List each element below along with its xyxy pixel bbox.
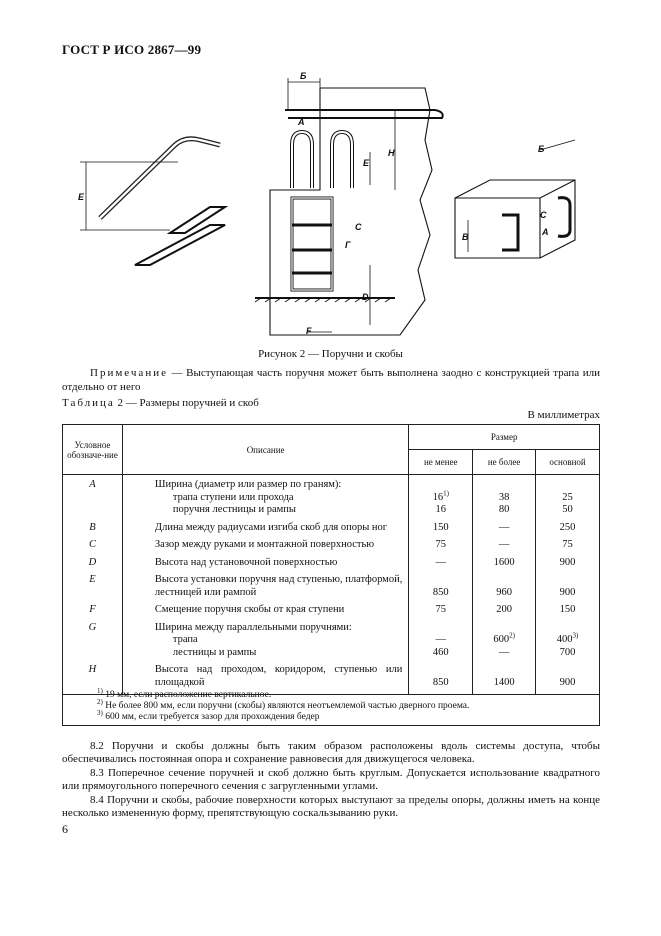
row-max (473, 574, 536, 604)
figure-label: Е (78, 192, 85, 202)
row-min: 75 (409, 539, 473, 557)
footnote (97, 686, 599, 701)
row-base (536, 622, 600, 665)
dimensions-table (62, 424, 600, 695)
footnote-mark: 1) (443, 489, 449, 497)
row-desc-text: Ширина между параллельными поручнями: (154, 621, 352, 633)
table-row (63, 539, 600, 557)
cell-value: 38 (498, 491, 510, 503)
handrail-figure (70, 70, 610, 340)
row-description: Высота над установочной поверхностью (122, 557, 408, 575)
footnote (97, 697, 599, 712)
row-description: Зазор между руками и монтажной поверхностью (122, 539, 408, 557)
row-base: 150 (536, 604, 600, 622)
footnote-text: Не более 800 мм, если поручни (скобы) являются неотъемлемой частью дверного проема. (102, 701, 470, 711)
row-min: 75 (409, 604, 473, 622)
row-base: 250 (536, 522, 600, 540)
cell-value: 460 (432, 646, 449, 658)
footnote-text: 19 мм, если расположение вертикальное. (102, 690, 272, 700)
cell-value: — (435, 634, 446, 645)
table-row (63, 574, 600, 604)
row-desc-sub: трапа (172, 634, 198, 645)
left-handrail-sketch (80, 139, 225, 265)
row-max: — (473, 522, 536, 540)
footnote-mark: 2) (97, 697, 103, 706)
row-description (122, 622, 408, 665)
figure-label: D (362, 292, 369, 302)
figure-caption: Рисунок 2 — Поручни и скобы (258, 348, 403, 360)
table-row (63, 622, 600, 665)
row-min: — (409, 557, 473, 575)
table-footnotes (62, 688, 600, 726)
figure-label: С (540, 210, 547, 220)
figure-label: Н (388, 148, 395, 158)
footnote (97, 708, 599, 723)
cell-value: 25 (562, 491, 573, 503)
row-desc-sub: трапа ступени или прохода (172, 491, 294, 503)
footnote-mark: 2) (509, 631, 515, 640)
row-base: 900 (536, 557, 600, 575)
col-header-min: не менее (409, 450, 473, 475)
figure-label: Е (363, 158, 370, 168)
paragraph-8-4: 8.4 Поручни и скобы, рабочие поверхности которых выступают за пределы опоры, должны иметь на конце несколько измененную форму, препятствующую соскальзыванию руки. (62, 794, 600, 820)
cell-value: 1400 (493, 676, 515, 688)
cell-value: 16 (435, 504, 446, 515)
note-text: — Выступающая часть поручня может быть выполнена заодно с конструкцией трапа или отдельно от него (62, 367, 600, 393)
row-desc-sub: поручня лестницы и рампы (172, 504, 296, 515)
row-symbol: D (63, 557, 123, 575)
table-title-text: 2 — Размеры поручней и скоб (114, 397, 259, 409)
row-min: 150 (409, 522, 473, 540)
table-row (63, 557, 600, 575)
figure-label: F (306, 326, 312, 336)
figure-label: В (462, 232, 469, 242)
figure-label: С (355, 222, 362, 232)
cell-value: 700 (559, 646, 576, 658)
figure-note (62, 367, 600, 394)
cell-value: 16 (432, 491, 444, 503)
figure-label: Б (538, 144, 545, 154)
figure-label: А (298, 117, 305, 127)
right-block-sketch (455, 140, 575, 258)
row-symbol: A (63, 475, 123, 522)
row-symbol: E (63, 574, 123, 604)
row-min (409, 475, 473, 522)
cell-value: 900 (559, 676, 576, 688)
col-header-symbol: Условное обозначе-ние (63, 425, 123, 475)
table-row (63, 522, 600, 540)
row-symbol: C (63, 539, 123, 557)
row-description (122, 475, 408, 522)
figure-label: Г (345, 240, 351, 250)
cell-value: — (498, 646, 510, 658)
cell-value: 900 (559, 586, 576, 598)
row-description: Высота над проходом, коридором, ступенью или площадкой (122, 664, 408, 695)
row-symbol: H (63, 664, 123, 695)
col-header-max: не более (473, 450, 536, 475)
row-max: 1600 (473, 557, 536, 575)
paragraph-8-2: 8.2 Поручни и скобы должны быть таким образом расположены вдоль системы доступа, чтобы обеспечивались постоянная опора и сохранение равновесия для движущегося человека. (62, 740, 600, 766)
middle-ladder-sketch (255, 78, 443, 335)
row-min (409, 574, 473, 604)
footnote-mark: 1) (97, 686, 103, 695)
cell-value: 600 (493, 634, 510, 645)
cell-value: 80 (498, 504, 510, 515)
cell-value: 850 (432, 586, 449, 598)
row-max: 200 (473, 604, 536, 622)
col-header-base: основной (536, 450, 600, 475)
row-description: Длина между радиусами изгиба скоб для опоры ног (122, 522, 408, 540)
row-min (409, 622, 473, 665)
row-base (536, 574, 600, 604)
table-title-label: Таблица (62, 397, 115, 409)
page-number: 6 (62, 822, 68, 836)
row-symbol: F (63, 604, 123, 622)
units-label: В миллиметрах (527, 409, 600, 421)
footnote-mark: 3) (97, 708, 103, 717)
row-desc-text: Ширина (диаметр или размер по граням): (154, 479, 342, 490)
note-label: Примечание (90, 367, 168, 379)
cell-value: 850 (432, 676, 449, 688)
paragraph-8-3: 8.3 Поперечное сечение поручней и скоб должно быть круглым. Допускается использование квадратного или прямоугольного поперечного сечения с загругленными углами. (62, 767, 600, 793)
row-max (473, 475, 536, 522)
row-description: Смещение поручня скобы от края ступени (122, 604, 408, 622)
row-max (473, 622, 536, 665)
table-row (63, 604, 600, 622)
figure-label: А (542, 227, 549, 237)
document-header: ГОСТ Р ИСО 2867—99 (62, 42, 202, 57)
col-header-size: Размер (409, 425, 600, 450)
table-title (62, 397, 259, 409)
row-description: Высота установки поручня над ступенью, платформой, лестницей или рампой (122, 574, 408, 604)
cell-value: 50 (562, 504, 573, 515)
row-desc-sub: лестницы и рампы (172, 646, 257, 658)
footnote-text: 600 мм, если требуется зазор для прохождения бедер (102, 712, 320, 722)
col-header-description: Описание (122, 425, 408, 475)
row-symbol: B (63, 522, 123, 540)
row-max: — (473, 539, 536, 557)
table-row (63, 475, 600, 522)
row-base: 75 (536, 539, 600, 557)
cell-value: 400 (556, 634, 573, 645)
footnote-mark: 3) (572, 631, 579, 640)
row-symbol: G (63, 622, 123, 665)
figure-label: Б (300, 71, 307, 81)
cell-value: 960 (496, 586, 512, 598)
row-base (536, 475, 600, 522)
